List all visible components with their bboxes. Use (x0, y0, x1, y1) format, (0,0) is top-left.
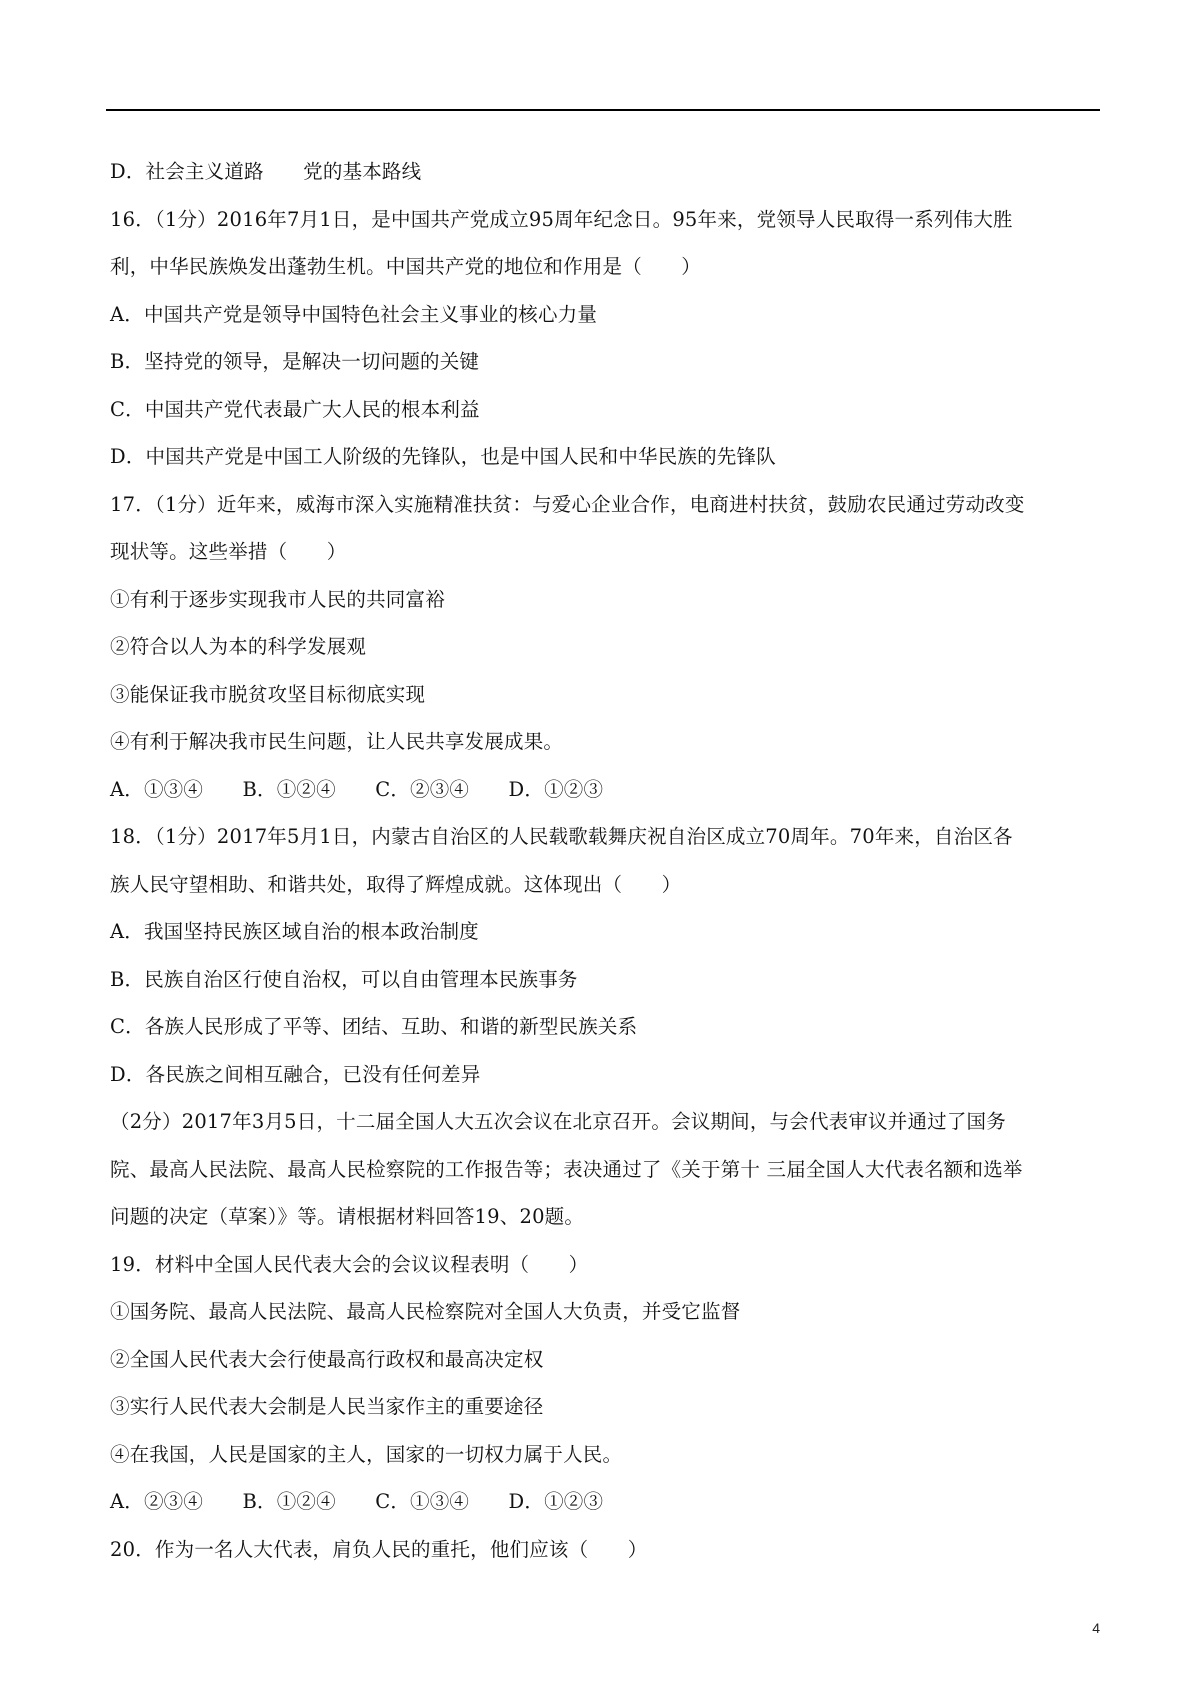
page-number: 4 (1092, 1620, 1100, 1636)
q17-statement-2: ②符合以人为本的科学发展观 (110, 635, 367, 658)
header-rule (106, 109, 1100, 111)
page-content (110, 148, 1100, 1573)
q19-statement-2: ②全国人民代表大会行使最高行政权和最高决定权 (110, 1347, 544, 1371)
q17-stem-line-2: 现状等。这些举措（ ） (110, 540, 347, 563)
q19-statement-1: ①国务院、最高人民法院、最高人民检察院对全国人大负责，并受它监督 (110, 1300, 741, 1323)
q18-option-a: A．我国坚持民族区域自治的根本政治制度 (110, 920, 479, 943)
q18-option-d: D．各民族之间相互融合，已没有任何差异 (110, 1062, 481, 1086)
q20-stem: 20．作为一名人大代表，肩负人民的重托，他们应该（ ） (110, 1537, 648, 1561)
q15-option-d: D．社会主义道路 党的基本路线 (110, 160, 422, 183)
q18-stem-line-2: 族人民守望相助、和谐共处，取得了辉煌成就。这体现出（ ） (110, 872, 682, 896)
q16-option-c: C．中国共产党代表最广大人民的根本利益 (110, 397, 480, 421)
q17-statement-1: ①有利于逐步实现我市人民的共同富裕 (110, 587, 445, 611)
material-line-3: 问题的决定（草案）》等。请根据材料回答19、20题。 (110, 1205, 585, 1228)
q19-options: A．②③④ B．①②④ C．①③④ D．①②③ (110, 1490, 604, 1513)
q17-stem-line-1: 17．（1分）近年来，威海市深入实施精准扶贫：与爱心企业合作，电商进村扶贫，鼓励农民通过劳动改变 (110, 492, 1025, 516)
q16-option-a: A．中国共产党是领导中国特色社会主义事业的核心力量 (110, 302, 598, 326)
q16-stem-line-2: 利，中华民族焕发出蓬勃生机。中国共产党的地位和作用是（ ） (110, 255, 702, 278)
q18-stem-line-1: 18．（1分）2017年5月1日，内蒙古自治区的人民载歌载舞庆祝自治区成立70周年。70年来，自治区各 (110, 825, 1013, 848)
q17-options: A．①③④ B．①②④ C．②③④ D．①②③ (110, 777, 604, 801)
q16-stem-line-1: 16．（1分）2016年7月1日，是中国共产党成立95周年纪念日。95年来，党领导人民取得一系列伟大胜 (110, 207, 1013, 231)
material-line-1: （2分）2017年3月5日，十二届全国人大五次会议在北京召开。会议期间，与会代表审议并通过了国务 (110, 1110, 1006, 1133)
q19-stem: 19．材料中全国人民代表大会的会议议程表明（ ） (110, 1252, 589, 1276)
q18-option-c: C．各族人民形成了平等、团结、互助、和谐的新型民族关系 (110, 1015, 638, 1038)
material-line-2: 院、最高人民法院、最高人民检察院的工作报告等；表决通过了《关于第十 三届全国人大代表名额和选举 (110, 1157, 1023, 1181)
q19-statement-3: ③实行人民代表大会制是人民当家作主的重要途径 (110, 1395, 544, 1418)
q17-statement-3: ③能保证我市脱贫攻坚目标彻底实现 (110, 682, 426, 706)
q18-option-b: B．民族自治区行使自治权，可以自由管理本民族事务 (110, 967, 578, 991)
q19-statement-4: ④在我国，人民是国家的主人，国家的一切权力属于人民。 (110, 1442, 623, 1466)
q17-statement-4: ④有利于解决我市民生问题，让人民共享发展成果。 (110, 730, 564, 753)
q16-option-d: D．中国共产党是中国工人阶级的先锋队，也是中国人民和中华民族的先锋队 (110, 445, 776, 468)
q16-option-b: B．坚持党的领导，是解决一切问题的关键 (110, 350, 480, 373)
